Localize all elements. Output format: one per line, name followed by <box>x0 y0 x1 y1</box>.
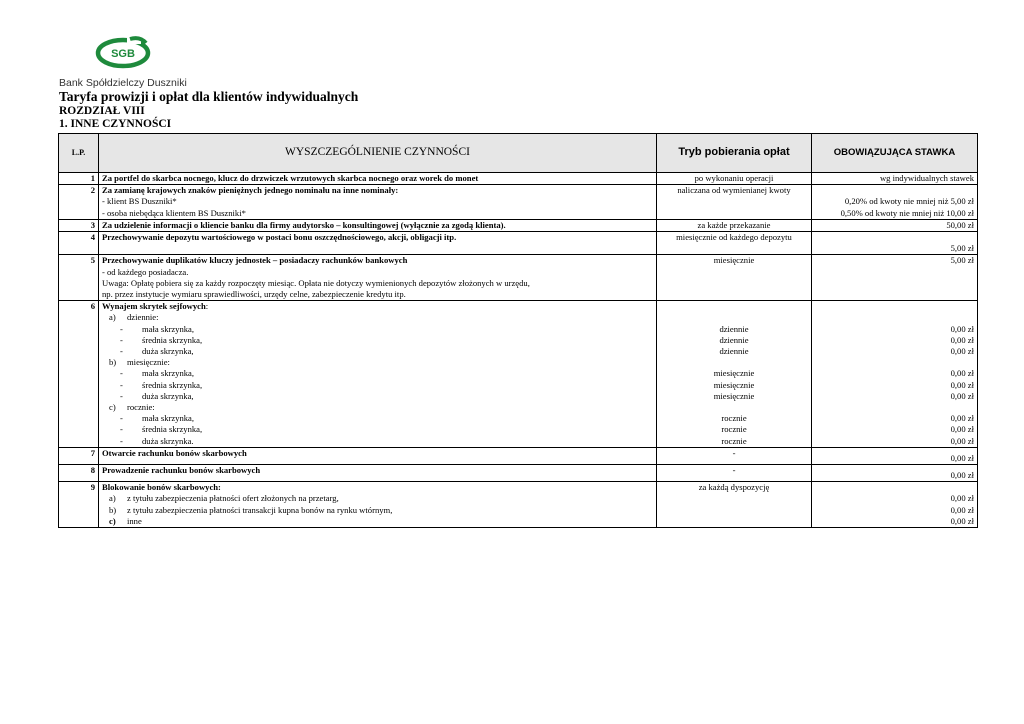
row-number: 2 <box>59 185 99 220</box>
list-item <box>102 516 653 527</box>
row-number: 1 <box>59 173 99 185</box>
list-item <box>102 368 653 379</box>
mode-line: dziennie <box>719 334 749 345</box>
description-subitem: - od każdego posiadacza. <box>102 266 189 277</box>
description-text: Otwarcie rachunku bonów skarbowych <box>102 447 247 458</box>
row-mode <box>657 301 812 448</box>
table-row <box>59 301 978 448</box>
list-item <box>102 424 653 435</box>
item-marker: c) <box>109 515 116 526</box>
row-description <box>99 482 657 528</box>
item-text: z tytułu zabezpieczenia płatności ofert złożonych na przetarg, <box>127 493 339 504</box>
item-text: średnia skrzynka, <box>142 424 203 435</box>
table-row <box>59 173 978 185</box>
description-text: Za udzielenie informacji o kliencie banku dla firmy audytorsko – konsultingowej (wyłącznie za zgodą klienta). <box>102 219 506 230</box>
rate-line: 0,00 zł <box>950 504 974 515</box>
header-lp: L.P. <box>59 134 99 173</box>
table-row <box>59 255 978 301</box>
table-header-row <box>59 134 978 173</box>
row-mode: po wykonaniu operacji <box>657 173 812 185</box>
rate-line: 0,00 zł <box>950 379 974 390</box>
row-rate <box>812 301 978 448</box>
item-text: duża skrzynka, <box>142 346 194 357</box>
list-item <box>102 505 653 516</box>
row-number: 7 <box>59 447 99 464</box>
list-item <box>102 380 653 391</box>
row-description <box>99 447 657 464</box>
mode-line: rocznie <box>721 413 747 424</box>
item-dash: - <box>120 334 123 345</box>
group-text: miesięcznie: <box>127 357 170 368</box>
list-item <box>102 413 653 424</box>
item-text: duża skrzynka. <box>142 435 194 446</box>
list-item <box>102 346 653 357</box>
item-dash: - <box>120 435 123 446</box>
table-row <box>59 482 978 528</box>
item-dash: - <box>120 323 123 334</box>
item-text: średnia skrzynka, <box>142 379 203 390</box>
mode-line: miesięcznie <box>713 368 755 379</box>
description-colon: : <box>205 301 209 312</box>
mode-line: rocznie <box>721 424 747 435</box>
sgb-logo <box>94 33 152 71</box>
rate-line: 0,00 zł <box>950 515 974 526</box>
description-subitem: - osoba niebędąca klientem BS Duszniki* <box>102 207 246 218</box>
tariff-table <box>58 133 978 528</box>
rate-line: 0,00 zł <box>950 424 974 435</box>
header-rate: OBOWIĄZUJĄCA STAWKA <box>812 134 978 173</box>
row-description <box>99 301 657 448</box>
header-description: WYSZCZEGÓLNIENIE CZYNNOŚCI <box>99 134 657 173</box>
row-rate: 0,00 zł <box>812 465 978 482</box>
row-mode: za każdą dyspozycję <box>657 482 812 528</box>
table-row <box>59 232 978 255</box>
list-item <box>102 324 653 335</box>
item-dash: - <box>120 390 123 401</box>
group-label <box>102 357 653 368</box>
rate-line: 0,00 zł <box>950 346 974 356</box>
description-text: Wynajem skrytek sejfowych <box>102 301 206 312</box>
rate-line: 0,00 zł <box>950 323 974 334</box>
rate-line: 0,00 zł <box>950 390 974 401</box>
row-number: 8 <box>59 465 99 482</box>
item-text: z tytułu zabezpieczenia płatności transakcji kupna bonów na rynku wtórnym, <box>127 504 393 515</box>
item-text: inne <box>127 515 142 526</box>
item-text: mała skrzynka, <box>142 323 195 334</box>
mode-line: dziennie <box>719 346 749 356</box>
row-mode: miesięcznie od każdego depozytu <box>657 232 812 255</box>
row-number: 9 <box>59 482 99 528</box>
item-dash: - <box>120 424 123 435</box>
mode-line: rocznie <box>721 435 747 446</box>
row-mode: - <box>657 465 812 482</box>
logo-text: SGB <box>111 48 135 60</box>
row-number: 4 <box>59 232 99 255</box>
row-rate: wg indywidualnych stawek <box>812 173 978 185</box>
row-mode: za każde przekazanie <box>657 219 812 231</box>
header-mode: Tryb pobierania opłat <box>657 134 812 173</box>
page-title: Taryfa prowizji i opłat dla klientów indywidualnych <box>59 89 359 104</box>
rate-line: 0,00 zł <box>950 435 974 446</box>
table-row <box>59 447 978 464</box>
section-heading: 1. INNE CZYNNOŚCI <box>59 118 172 130</box>
description-text: Prowadzenie rachunku bonów skarbowych <box>102 465 261 476</box>
rate-line: 0,50% od kwoty nie mniej niż 10,00 zł <box>840 207 974 218</box>
row-rate: 5,00 zł <box>812 255 978 301</box>
item-text: średnia skrzynka, <box>142 334 203 345</box>
item-marker: a) <box>109 493 116 504</box>
group-text: dziennie: <box>127 312 159 323</box>
row-rate <box>812 185 978 220</box>
mode-line: dziennie <box>719 323 749 334</box>
row-description <box>99 232 657 255</box>
table-row <box>59 219 978 231</box>
item-dash: - <box>120 413 123 424</box>
group-marker: b) <box>109 357 117 368</box>
row-rate <box>812 482 978 528</box>
group-label <box>102 402 653 413</box>
item-dash: - <box>120 368 123 379</box>
description-text-line <box>102 301 653 312</box>
row-number: 3 <box>59 219 99 231</box>
row-number: 6 <box>59 301 99 448</box>
description-note: Uwaga: Opłatę pobiera się za każdy rozpoczęty miesiąc. Opłata nie dotyczy wymienionych depozytów złożonych w urzędu, <box>102 277 530 288</box>
table-row <box>59 465 978 482</box>
item-text: mała skrzynka, <box>142 368 195 379</box>
item-dash: - <box>120 379 123 390</box>
rate-line: 0,00 zł <box>950 334 974 345</box>
mode-line: miesięcznie <box>713 379 755 390</box>
group-text: rocznie: <box>127 402 155 413</box>
row-description <box>99 219 657 231</box>
list-item <box>102 493 653 504</box>
row-rate: 5,00 zł <box>812 232 978 255</box>
description-subitem: - klient BS Duszniki* <box>102 196 177 207</box>
mode-line: miesięcznie <box>713 390 755 401</box>
row-mode: - <box>657 447 812 464</box>
description-text: Za portfel do skarbca nocnego, klucz do drzwiczek wrzutowych skarbca nocnego oraz worek do monet <box>102 173 479 183</box>
list-item <box>102 391 653 402</box>
description-note: np. przez instytucje wymiaru sprawiedliwości, urzędy celne, zabezpieczenie kredytu itp. <box>102 289 406 300</box>
item-marker: b) <box>109 504 117 515</box>
group-marker: c) <box>109 402 116 413</box>
item-dash: - <box>120 346 123 357</box>
row-description <box>99 465 657 482</box>
rate-line: 0,20% od kwoty nie mniej niż 5,00 zł <box>844 196 974 207</box>
rate-line: 0,00 zł <box>950 493 974 504</box>
group-marker: a) <box>109 312 116 323</box>
row-mode: miesięcznie <box>657 255 812 301</box>
item-text: duża skrzynka, <box>142 390 194 401</box>
description-text: Za zamianę krajowych znaków pieniężnych jednego nominału na inne nominały: <box>102 185 399 196</box>
row-description <box>99 255 657 301</box>
table-row <box>59 185 978 220</box>
row-rate: 50,00 zł <box>812 219 978 231</box>
rate-line: 0,00 zł <box>950 413 974 424</box>
row-description <box>99 185 657 220</box>
chapter-heading: ROZDZIAŁ VIII <box>59 105 145 117</box>
row-mode: naliczana od wymienianej kwoty <box>657 185 812 220</box>
list-item <box>102 436 653 447</box>
bank-name: Bank Spółdzielczy Duszniki <box>59 77 187 89</box>
row-rate: 0,00 zł <box>812 447 978 464</box>
group-label <box>102 312 653 323</box>
item-text: mała skrzynka, <box>142 413 195 424</box>
description-text: Przechowywanie depozytu wartościowego w postaci bonu oszczędnościowego, akcji, obligacji itp. <box>102 232 457 243</box>
description-text: Blokowanie bonów skarbowych: <box>102 482 221 493</box>
row-description <box>99 173 657 185</box>
list-item <box>102 335 653 346</box>
description-text: Przechowywanie duplikatów kluczy jednostek – posiadaczy rachunków bankowych <box>102 255 408 266</box>
rate-line: 0,00 zł <box>950 368 974 379</box>
row-number: 5 <box>59 255 99 301</box>
